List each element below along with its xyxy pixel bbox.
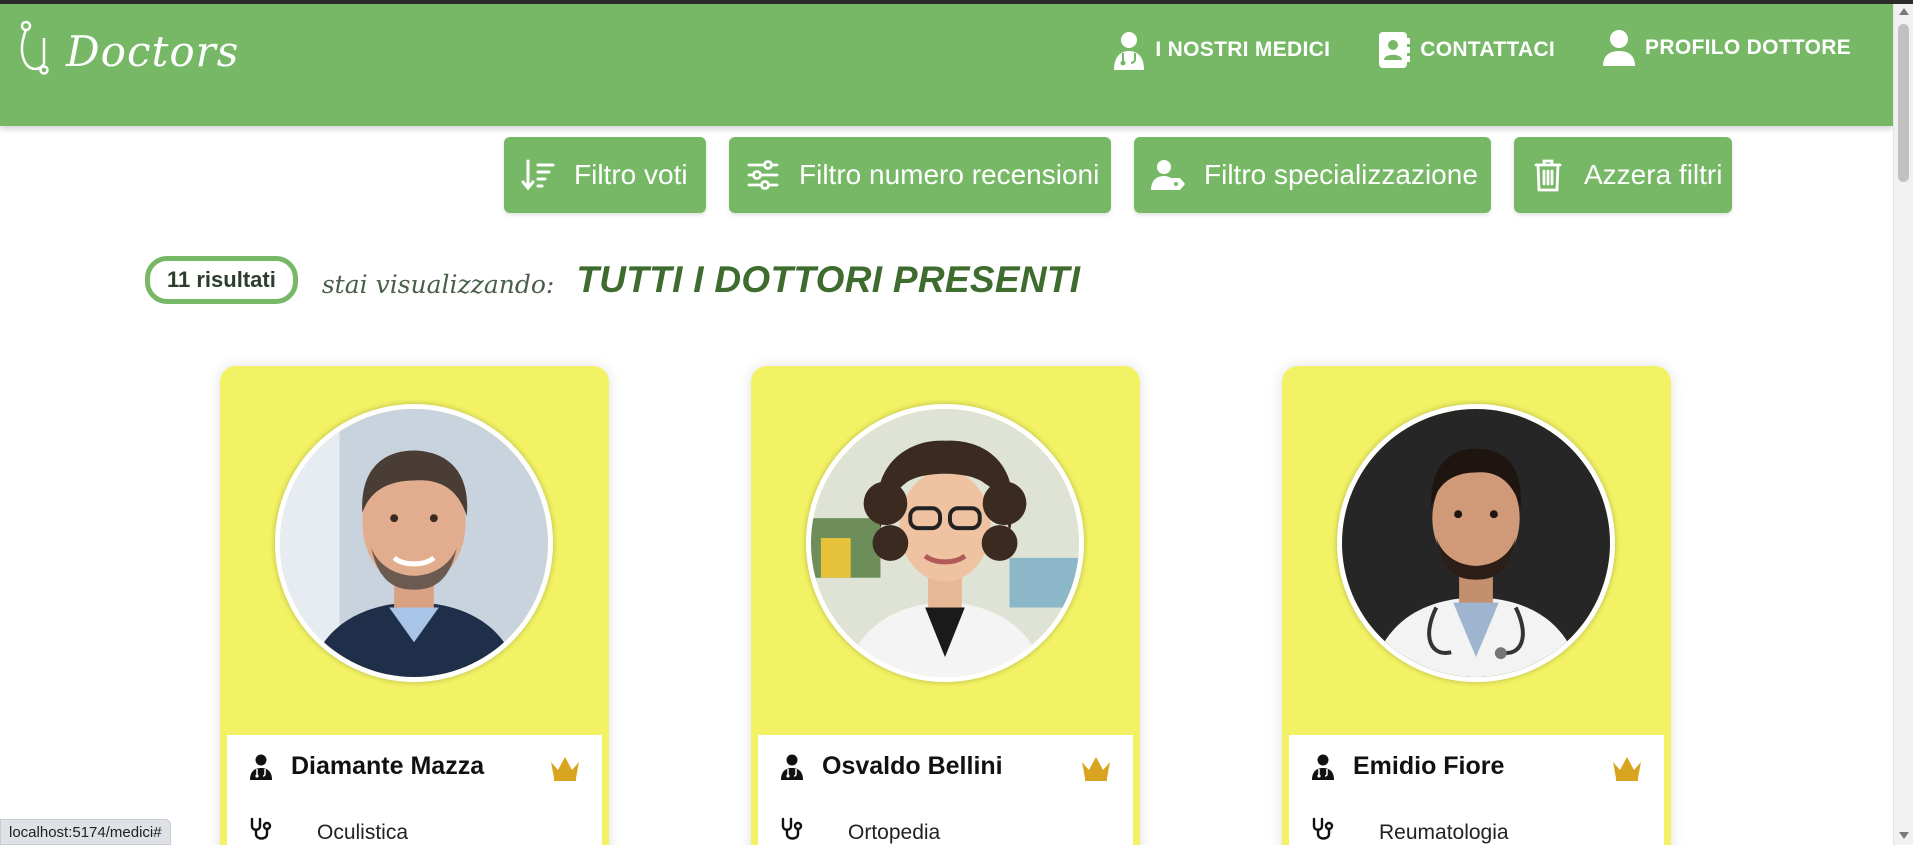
- nav-doctor-profile-label: PROFILO DOTTORE: [1645, 36, 1851, 59]
- results-count-badge: 11 risultati: [145, 256, 298, 304]
- filter-reviews-button[interactable]: [729, 137, 1111, 213]
- reset-filters-button[interactable]: [1514, 137, 1732, 213]
- stethoscope-icon: [249, 816, 273, 842]
- main-nav: [1111, 30, 1851, 70]
- doctor-name: Osvaldo Bellini: [822, 752, 1003, 780]
- doctor-card[interactable]: [220, 366, 609, 845]
- doctor-photo-image: [811, 409, 1079, 677]
- filter-bar: [504, 137, 1732, 213]
- nav-our-doctors[interactable]: [1111, 30, 1330, 70]
- nav-our-doctors-label: I NOSTRI MEDICI: [1155, 38, 1331, 61]
- user-icon: [1601, 28, 1637, 68]
- doctor-photo: [806, 404, 1084, 682]
- doctor-card-body: [758, 735, 1133, 845]
- trash-icon: [1530, 157, 1566, 193]
- results-summary: [145, 256, 1080, 304]
- nav-contact[interactable]: [1376, 30, 1555, 70]
- scroll-thumb[interactable]: [1898, 24, 1909, 182]
- doctor-name-row: [780, 752, 1125, 781]
- nav-contact-label: CONTATTACI: [1420, 38, 1556, 61]
- doctor-name-row: [1311, 752, 1656, 781]
- current-view-title: TUTTI I DOTTORI PRESENTI: [576, 259, 1081, 300]
- doctor-icon: [1311, 754, 1335, 780]
- crown-icon: [548, 754, 582, 782]
- doctor-specialization: Oculistica: [317, 821, 409, 844]
- doctor-icon: [780, 754, 804, 780]
- doctor-card-body: [227, 735, 602, 845]
- scroll-down-arrow-icon[interactable]: [1899, 832, 1909, 839]
- stethoscope-icon: [1311, 816, 1335, 842]
- doctor-specialization-row: [780, 813, 940, 845]
- stethoscope-icon: [780, 816, 804, 842]
- doctor-photo-image: [1342, 409, 1610, 677]
- filter-specialization-label: Filtro specializzazione: [1204, 159, 1478, 190]
- status-bar-url: localhost:5174/medici#: [0, 819, 171, 845]
- contact-book-icon: [1376, 30, 1412, 70]
- doctor-card[interactable]: [1282, 366, 1671, 845]
- doctor-specialization-row: [1311, 813, 1509, 845]
- vertical-scrollbar[interactable]: [1893, 4, 1913, 845]
- doctor-icon: [1111, 30, 1147, 70]
- nav-doctor-profile[interactable]: [1601, 28, 1851, 68]
- logo-text: Doctors: [66, 26, 240, 76]
- doctor-specialization: Reumatologia: [1379, 821, 1509, 844]
- doctor-name: Diamante Mazza: [291, 752, 485, 780]
- filter-votes-button[interactable]: [504, 137, 706, 213]
- filter-votes-label: Filtro voti: [574, 159, 688, 190]
- doctor-card[interactable]: [751, 366, 1140, 845]
- doctor-photo: [275, 404, 553, 682]
- doctor-icon: [249, 754, 273, 780]
- scroll-up-arrow-icon[interactable]: [1899, 8, 1909, 15]
- doctor-card-body: [1289, 735, 1664, 845]
- filter-specialization-button[interactable]: [1134, 137, 1491, 213]
- doctor-specialization: Ortopedia: [848, 821, 941, 844]
- sort-icon: [520, 157, 556, 193]
- doctor-photo: [1337, 404, 1615, 682]
- logo[interactable]: [12, 16, 239, 86]
- sliders-icon: [745, 157, 781, 193]
- doctor-photo-image: [280, 409, 548, 677]
- user-tag-icon: [1150, 157, 1186, 193]
- doctor-name: Emidio Fiore: [1353, 752, 1505, 780]
- doctor-specialization-row: [249, 813, 408, 845]
- viewing-label: stai visualizzando:: [321, 269, 555, 299]
- header: [0, 4, 1893, 126]
- crown-icon: [1610, 754, 1644, 782]
- reset-filters-label: Azzera filtri: [1584, 159, 1723, 190]
- doctor-name-row: [249, 752, 594, 781]
- crown-icon: [1079, 754, 1113, 782]
- filter-reviews-label: Filtro numero recensioni: [799, 159, 1100, 190]
